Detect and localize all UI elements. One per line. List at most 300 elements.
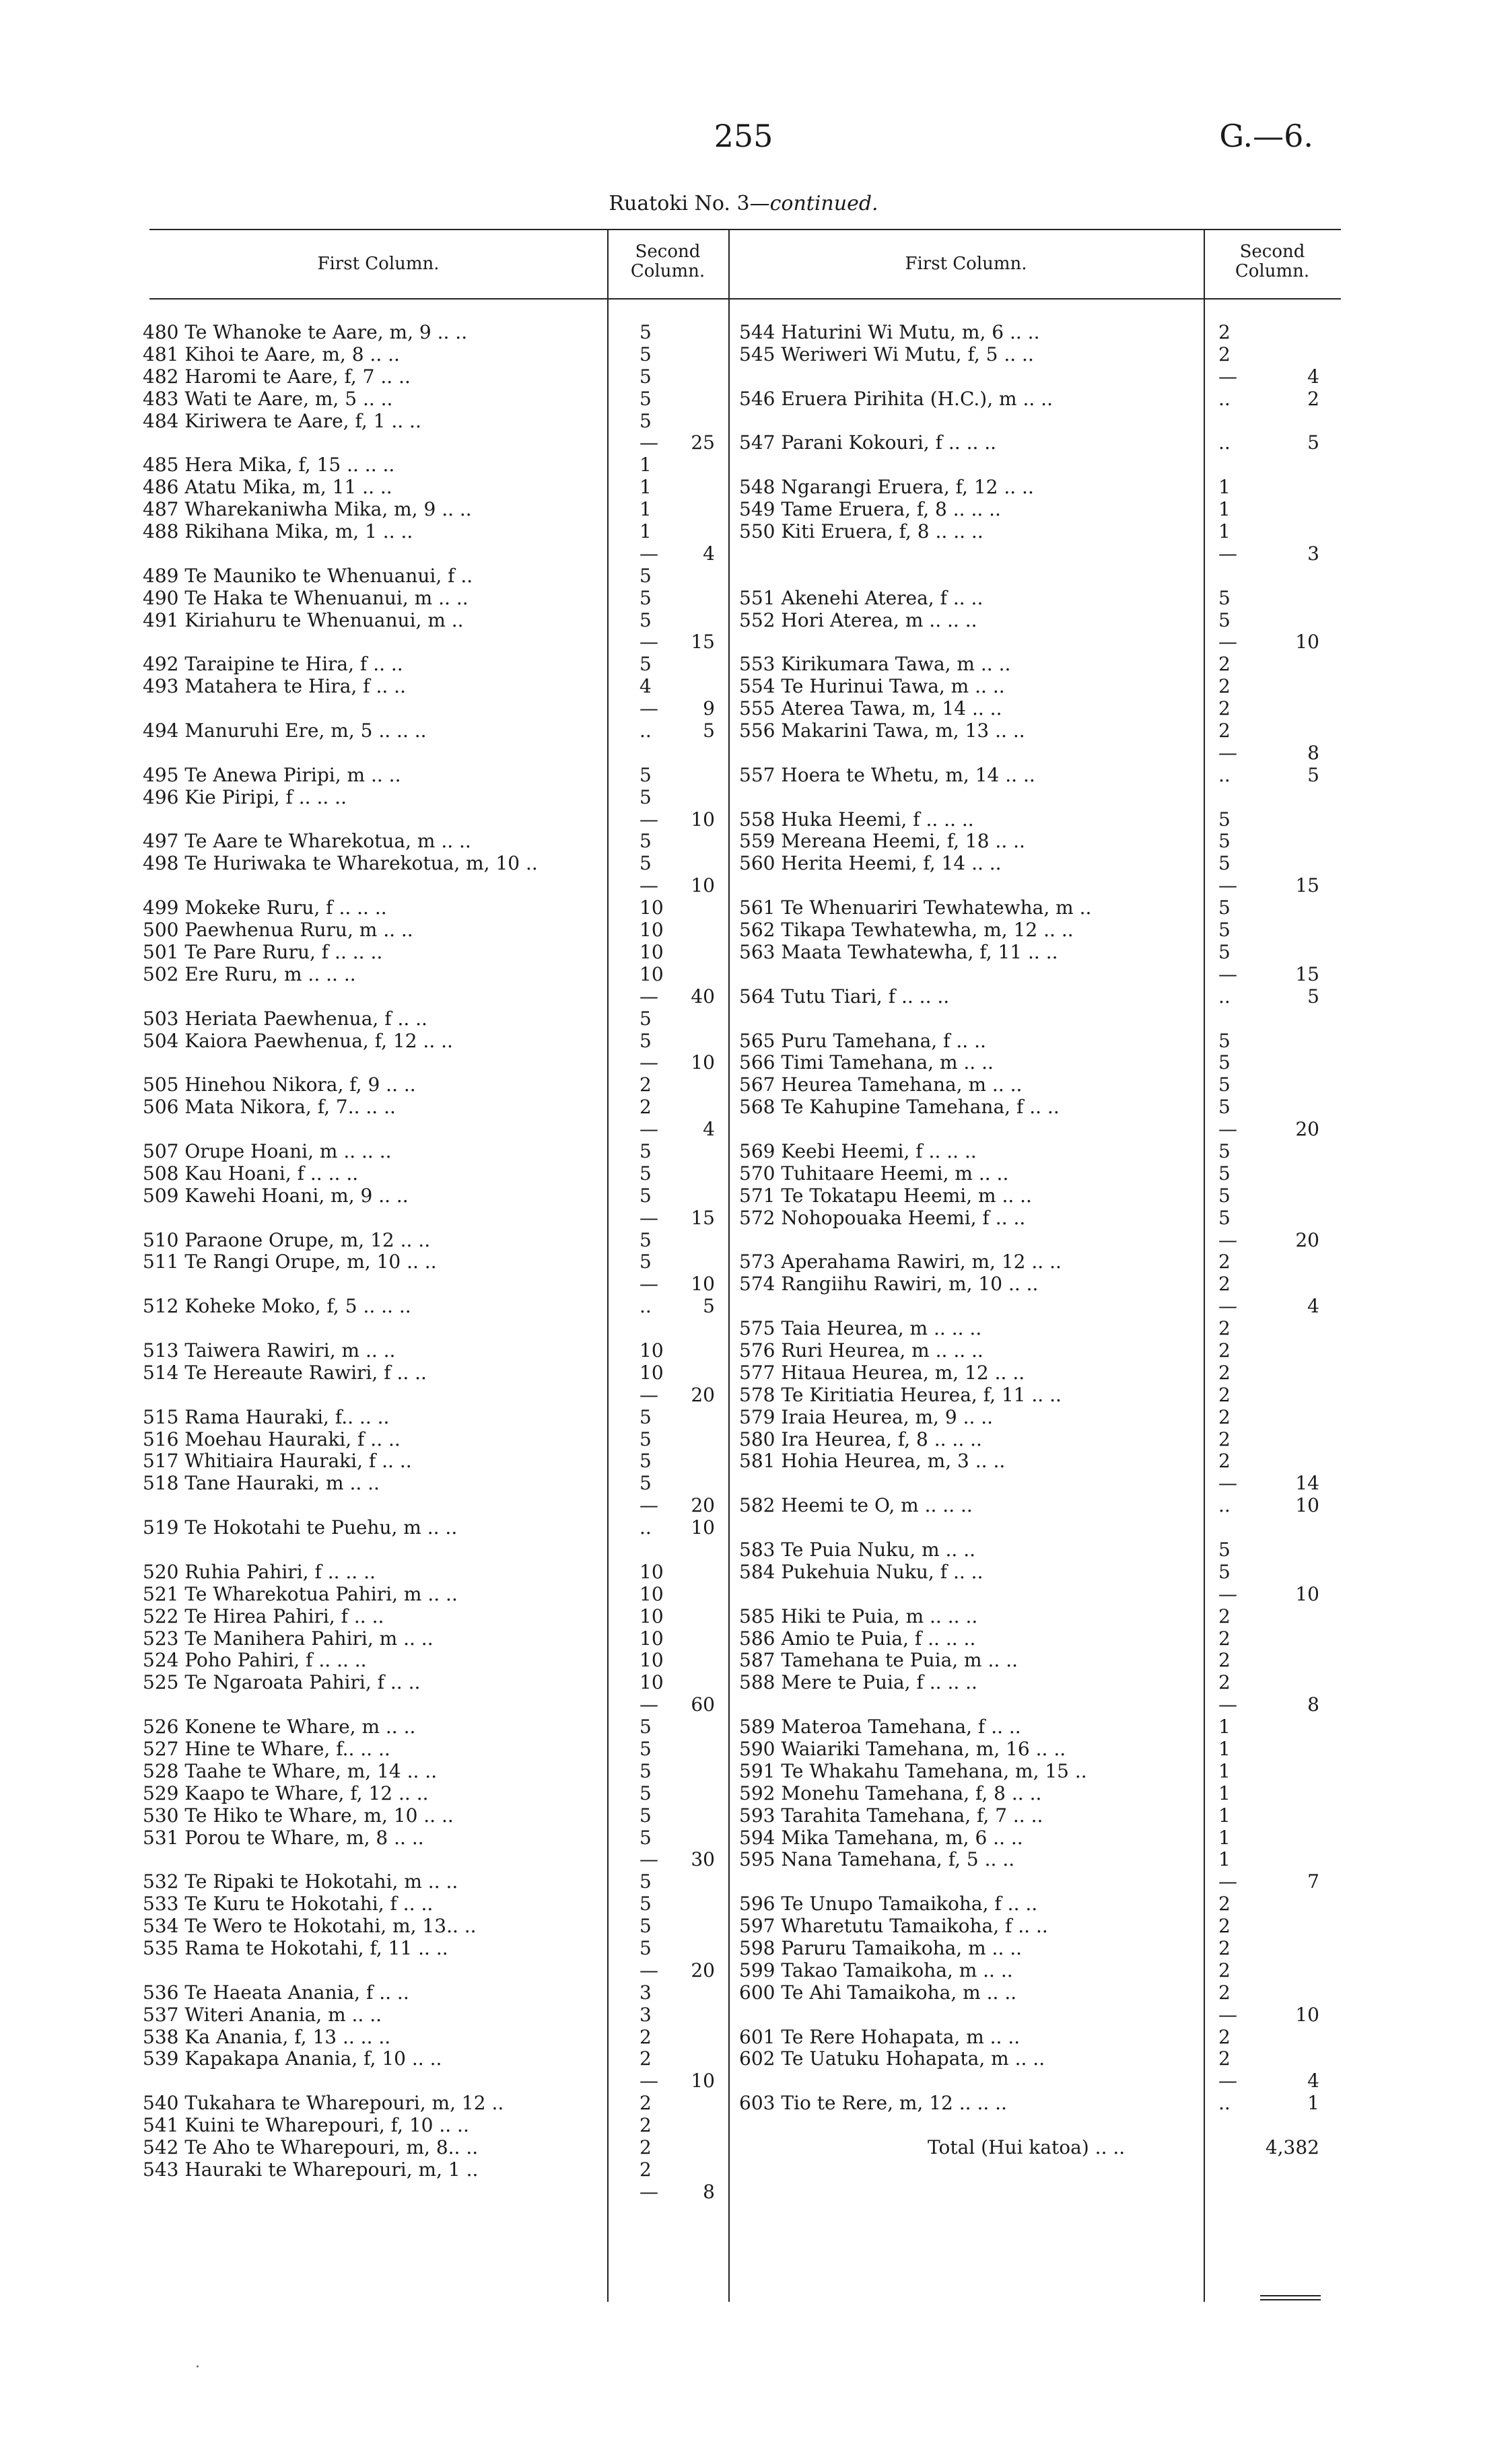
- entry-label: 552 Hori Aterea, m .. .. ..: [739, 609, 977, 631]
- share-value: —: [639, 631, 658, 654]
- total-double-rule-top: [1260, 2295, 1321, 2296]
- share-value: 1: [1218, 1759, 1231, 1782]
- table-row: [143, 411, 722, 433]
- share-value: 10: [639, 1339, 664, 1362]
- share-value: —: [639, 697, 658, 720]
- share-value: 2: [639, 2047, 652, 2070]
- subtotal-value: 10: [691, 874, 715, 897]
- table-row: [739, 1052, 1338, 1074]
- table-row: [143, 1052, 722, 1074]
- share-value: 5: [1218, 1029, 1231, 1052]
- table-row: [739, 964, 1338, 986]
- share-value: ..: [1218, 985, 1231, 1008]
- share-value: 1: [1218, 1826, 1231, 1849]
- share-value: —: [1218, 2003, 1237, 2026]
- share-value: —: [639, 2070, 658, 2092]
- table-row: [143, 2004, 722, 2027]
- entry-label: 512 Koheke Moko, f, 5 .. .. ..: [143, 1296, 411, 1318]
- table-row: [143, 565, 722, 588]
- share-value: 5: [1218, 1560, 1231, 1583]
- share-value: 2: [1218, 343, 1231, 365]
- share-value: 5: [639, 608, 652, 631]
- share-value: —: [1218, 542, 1237, 565]
- table-row: [143, 1429, 722, 1451]
- subtotal-value: 8: [1307, 1693, 1319, 1716]
- table-row: [143, 1207, 722, 1230]
- table-row: [143, 1096, 722, 1119]
- subtotal-value: 15: [1295, 874, 1319, 897]
- share-value: 1: [1218, 1782, 1231, 1804]
- table-row: [143, 1230, 722, 1252]
- table-row: [143, 742, 722, 765]
- table-row: [739, 1561, 1338, 1584]
- table-row: [739, 2027, 1338, 2049]
- subtotal-value: 5: [703, 1295, 715, 1318]
- entry-label: 496 Kie Piripi, f .. .. ..: [143, 786, 347, 808]
- share-value: ..: [1218, 387, 1231, 410]
- entry-label: 533 Te Kuru te Hokotahi, f .. ..: [143, 1893, 434, 1915]
- subtotal-value: 10: [691, 1273, 715, 1296]
- share-value: 10: [639, 1627, 664, 1650]
- table-row: [143, 2181, 722, 2204]
- entry-label: 505 Hinehou Nikora, f, 9 .. ..: [143, 1074, 416, 1096]
- table-row: [143, 499, 722, 521]
- share-value: 5: [639, 1251, 652, 1273]
- entry-label: 559 Mereana Heemi, f, 18 .. ..: [739, 831, 1025, 853]
- section-title: Ruatoki No. 3—: [609, 192, 770, 215]
- share-value: —: [639, 874, 658, 897]
- share-value: 10: [639, 1605, 664, 1627]
- table-row: [143, 366, 722, 388]
- share-value: 5: [1218, 1184, 1231, 1207]
- subtotal-value: 20: [691, 1383, 715, 1406]
- entry-label: 589 Materoa Tamehana, f .. ..: [739, 1716, 1021, 1738]
- entry-label: 571 Te Tokatapu Heemi, m .. ..: [739, 1185, 1032, 1207]
- table-row: [739, 875, 1338, 897]
- entry-label: 522 Te Hirea Pahiri, f .. ..: [143, 1605, 384, 1627]
- entry-label: 561 Te Whenuariri Tewhatewha, m ..: [739, 897, 1092, 919]
- table-row: [143, 853, 722, 875]
- entry-label: 586 Amio te Puia, f .. .. ..: [739, 1627, 976, 1650]
- share-value: 3: [639, 2003, 652, 2026]
- entry-label: 493 Matahera te Hira, f .. ..: [143, 676, 406, 698]
- share-value: 5: [639, 830, 652, 853]
- entry-label: 598 Paruru Tamaikoha, m .. ..: [739, 1938, 1023, 1960]
- table-row: [143, 432, 722, 454]
- table-row: [739, 1230, 1338, 1252]
- entry-label: 554 Te Hurinui Tawa, m .. ..: [739, 676, 1005, 698]
- entry-label: 549 Tame Eruera, f, 8 .. .. ..: [739, 499, 1001, 521]
- share-value: 2: [1218, 2047, 1231, 2070]
- entry-label: 500 Paewhenua Ruru, m .. ..: [143, 919, 413, 942]
- share-value: 5: [1218, 852, 1231, 875]
- share-value: 5: [1218, 896, 1231, 919]
- entry-label: 587 Tamehana te Puia, m .. ..: [739, 1650, 1018, 1672]
- table-row: [143, 1008, 722, 1030]
- share-value: 10: [639, 1361, 664, 1384]
- entry-label: 599 Takao Tamaikoha, m .. ..: [739, 1959, 1013, 1981]
- share-value: 1: [639, 520, 652, 543]
- entry-label: 597 Wharetutu Tamaikoha, f .. ..: [739, 1915, 1048, 1938]
- share-value: 5: [1218, 1206, 1231, 1229]
- subtotal-value: 10: [1295, 1494, 1319, 1517]
- table-row: [739, 1429, 1338, 1451]
- entry-label: 514 Te Hereaute Rawiri, f .. ..: [143, 1362, 427, 1384]
- table-row: [739, 1738, 1338, 1761]
- entry-label: 572 Nohopouaka Heemi, f .. ..: [739, 1207, 1026, 1229]
- share-value: 5: [639, 1937, 652, 1960]
- share-value: 10: [639, 1560, 664, 1583]
- share-value: 5: [639, 1804, 652, 1827]
- entry-label: 585 Hiki te Puia, m .. .. ..: [739, 1605, 978, 1627]
- table-row: [143, 942, 722, 964]
- table-row: [739, 1074, 1338, 1096]
- subtotal-value: 60: [691, 1693, 715, 1716]
- share-value: —: [1218, 1870, 1237, 1893]
- entry-label: 527 Hine te Whare, f.. .. ..: [143, 1738, 390, 1760]
- subtotal-value: 40: [691, 985, 715, 1008]
- share-value: 5: [1218, 808, 1231, 831]
- share-value: —: [639, 542, 658, 565]
- share-value: 5: [639, 1782, 652, 1804]
- table-row: [143, 1273, 722, 1296]
- table-row: [739, 610, 1338, 632]
- share-value: ..: [1218, 763, 1231, 786]
- table-row: [143, 1960, 722, 1982]
- share-value: 1: [1218, 520, 1231, 543]
- table-row: [143, 720, 722, 742]
- entry-label: 555 Aterea Tawa, m, 14 .. ..: [739, 698, 1002, 720]
- entry-label: 520 Ruhia Pahiri, f .. .. ..: [143, 1561, 376, 1583]
- subtotal-value: 10: [1295, 1582, 1319, 1605]
- table-row: [143, 610, 722, 632]
- share-value: 2: [1218, 719, 1231, 742]
- entry-label: 543 Hauraki te Wharepouri, m, 1 ..: [143, 2158, 479, 2181]
- share-value: —: [1218, 1472, 1237, 1495]
- table-row: [143, 543, 722, 565]
- share-value: 10: [639, 940, 664, 963]
- table-row: [739, 2004, 1338, 2027]
- share-value: ..: [1218, 2092, 1231, 2115]
- table-row: [143, 1893, 722, 1915]
- subtotal-value: 20: [1295, 1228, 1319, 1251]
- entry-label: 569 Keebi Heemi, f .. .. ..: [739, 1140, 977, 1162]
- table-row: [739, 1960, 1338, 1982]
- subtotal-value: 10: [691, 808, 715, 831]
- entry-label: 602 Te Uatuku Hohapata, m .. ..: [739, 2048, 1045, 2070]
- share-value: 2: [1218, 653, 1231, 676]
- share-value: 1: [639, 454, 652, 477]
- entry-label: 495 Te Anewa Piripi, m .. ..: [143, 764, 401, 786]
- table-row: [739, 322, 1338, 344]
- entry-label: 501 Te Pare Ruru, f .. .. ..: [143, 941, 383, 963]
- share-value: 2: [1218, 1649, 1231, 1672]
- entry-label: 526 Konene te Whare, m .. ..: [143, 1716, 416, 1738]
- table-row: [143, 676, 722, 698]
- entry-label: 578 Te Kiritiatia Heurea, f, 11 .. ..: [739, 1384, 1062, 1406]
- entry-label: 545 Weriweri Wi Mutu, f, 5 .. ..: [739, 343, 1034, 365]
- share-value: —: [639, 1494, 658, 1517]
- share-value: 1: [1218, 1738, 1231, 1760]
- table-row: [143, 2137, 722, 2159]
- table-row: [739, 1008, 1338, 1030]
- share-value: 5: [1218, 830, 1231, 853]
- entry-label: 542 Te Aho te Wharepouri, m, 8.. ..: [143, 2137, 479, 2159]
- table-row: [143, 1783, 722, 1805]
- share-value: 10: [639, 1582, 664, 1605]
- table-row: [739, 1407, 1338, 1429]
- table-row: [143, 1450, 722, 1473]
- share-value: —: [1218, 1118, 1237, 1141]
- left-second-column-header: Second Column.: [630, 242, 705, 281]
- entry-label: 525 Te Ngaroata Pahiri, f .. ..: [143, 1672, 421, 1694]
- entry-label: 590 Waiariki Tamehana, m, 16 .. ..: [739, 1738, 1066, 1760]
- share-value: —: [1218, 1295, 1237, 1318]
- table-row: [143, 875, 722, 897]
- entry-label: 577 Hitaua Heurea, m, 12 .. ..: [739, 1362, 1025, 1384]
- entry-label: 488 Rikihana Mika, m, 1 .. ..: [143, 521, 413, 543]
- subtotal-value: 15: [1295, 962, 1319, 985]
- entry-label: 558 Huka Heemi, f .. .. ..: [739, 808, 974, 831]
- entry-label: 482 Haromi te Aare, f, 7 .. ..: [143, 365, 411, 388]
- subtotal-value: 10: [691, 2070, 715, 2092]
- entry-label: 546 Eruera Pirihita (H.C.), m .. ..: [739, 388, 1053, 410]
- entry-label: 588 Mere te Puia, f .. .. ..: [739, 1672, 977, 1694]
- entry-label: 566 Timi Tamehana, m .. ..: [739, 1052, 994, 1074]
- share-value: —: [639, 431, 658, 454]
- table-row: [143, 2048, 722, 2070]
- table-header-rule: [149, 298, 1341, 300]
- share-value: 10: [639, 1671, 664, 1694]
- table-row: [739, 1783, 1338, 1805]
- share-value: 2: [1218, 1428, 1231, 1450]
- entry-label: 480 Te Whanoke te Aare, m, 9 .. ..: [143, 322, 468, 343]
- table-row: [143, 809, 722, 831]
- entry-label: 524 Poho Pahiri, f .. .. ..: [143, 1650, 367, 1672]
- entry-label: 550 Kiti Eruera, f, 8 .. .. ..: [739, 521, 983, 543]
- share-value: —: [1218, 874, 1237, 897]
- subtotal-value: 1: [1307, 2092, 1319, 2115]
- table-row: [739, 454, 1338, 477]
- share-value: 2: [1218, 1605, 1231, 1627]
- entry-label: 568 Te Kahupine Tamehana, f .. ..: [739, 1096, 1060, 1119]
- share-value: —: [1218, 631, 1237, 654]
- entry-label: 560 Herita Heemi, f, 14 .. ..: [739, 853, 1002, 875]
- table-row: [143, 1185, 722, 1207]
- share-value: —: [1218, 365, 1237, 388]
- table-row: [739, 2070, 1338, 2092]
- table-row: [739, 787, 1338, 809]
- subtotal-value: 10: [691, 1516, 715, 1539]
- share-value: 5: [1218, 919, 1231, 942]
- table-row: [739, 565, 1338, 588]
- table-row: [143, 631, 722, 654]
- table-row: [739, 1694, 1338, 1716]
- share-value: —: [639, 2180, 658, 2203]
- share-value: 5: [639, 321, 652, 343]
- entry-label: 600 Te Ahi Tamaikoha, m .. ..: [739, 1981, 1017, 2004]
- subtotal-value: 10: [691, 1051, 715, 1074]
- share-value: —: [639, 808, 658, 831]
- entry-label: 537 Witeri Anania, m .. ..: [143, 2004, 382, 2026]
- subtotal-value: 10: [1295, 2003, 1319, 2026]
- share-value: 2: [639, 1073, 652, 1096]
- table-row: [143, 1163, 722, 1185]
- table-row: [143, 2027, 722, 2049]
- table-row: [739, 1473, 1338, 1495]
- share-value: 2: [1218, 1915, 1231, 1938]
- table-row: [143, 1827, 722, 1850]
- share-value: ..: [639, 719, 652, 742]
- entry-label: 506 Mata Nikora, f, 7.. .. ..: [143, 1096, 396, 1119]
- table-row: [739, 2048, 1338, 2070]
- share-value: 10: [639, 1649, 664, 1672]
- share-value: 5: [1218, 1162, 1231, 1185]
- center-divider: [728, 229, 730, 2302]
- subtotal-value: 9: [703, 697, 715, 720]
- table-row: [739, 1384, 1338, 1407]
- entry-label: 584 Pukehuia Nuku, f .. ..: [739, 1561, 983, 1583]
- table-row: [143, 1738, 722, 1761]
- share-value: 3: [639, 1981, 652, 2004]
- share-value: 2: [639, 2114, 652, 2137]
- share-value: 2: [1218, 1317, 1231, 1340]
- stray-mark: ·: [195, 2359, 200, 2376]
- share-value: 2: [1218, 1959, 1231, 1981]
- entry-label: 523 Te Manihera Pahiri, m .. ..: [143, 1627, 434, 1650]
- table-row: [739, 1517, 1338, 1539]
- entry-label: 594 Mika Tamehana, m, 6 .. ..: [739, 1827, 1023, 1849]
- share-value: 5: [639, 564, 652, 587]
- table-row: [143, 1584, 722, 1606]
- table-row: [739, 654, 1338, 676]
- share-value: 5: [639, 1029, 652, 1052]
- share-value: 5: [639, 1738, 652, 1760]
- table-row: [739, 366, 1338, 388]
- share-value: 1: [1218, 1848, 1231, 1871]
- share-value: 5: [1218, 1073, 1231, 1096]
- share-value: 2: [1218, 1251, 1231, 1273]
- table-row: [739, 698, 1338, 720]
- entry-label: 502 Ere Ruru, m .. .. ..: [143, 963, 356, 985]
- subtotal-value: 4: [1307, 365, 1319, 388]
- table-row: [739, 521, 1338, 543]
- share-value: 10: [639, 919, 664, 942]
- table-row: [143, 654, 722, 676]
- share-value: 5: [639, 763, 652, 786]
- entry-label: 531 Porou te Whare, m, 8 .. ..: [143, 1827, 424, 1849]
- entry-label: 581 Hohia Heurea, m, 3 .. ..: [739, 1450, 1006, 1473]
- share-value: 5: [639, 409, 652, 432]
- entry-label: 483 Wati te Aare, m, 5 .. ..: [143, 388, 393, 410]
- entry-label: 565 Puru Tamehana, f .. ..: [739, 1030, 986, 1052]
- subtotal-value: 8: [1307, 741, 1319, 764]
- share-value: 5: [639, 1759, 652, 1782]
- table-row: [143, 1672, 722, 1694]
- share-value: 2: [1218, 1339, 1231, 1362]
- share-value: 2: [639, 2092, 652, 2115]
- subtotal-value: 7: [1307, 1870, 1319, 1893]
- share-value: 2: [639, 2025, 652, 2048]
- table-row: [739, 1938, 1338, 1960]
- table-row: [739, 1251, 1338, 1273]
- share-value: —: [1218, 741, 1237, 764]
- table-row: [739, 2115, 1338, 2137]
- entry-label: 508 Kau Hoani, f .. .. ..: [143, 1162, 359, 1185]
- entry-label: 603 Tio te Rere, m, 12 .. .. ..: [739, 2092, 1007, 2115]
- entry-label: 547 Parani Kokouri, f .. .. ..: [739, 432, 997, 454]
- table-row: [143, 765, 722, 787]
- share-value: 5: [639, 387, 652, 410]
- entry-label: 580 Ira Heurea, f, 8 .. .. ..: [739, 1428, 982, 1450]
- share-value: 5: [1218, 608, 1231, 631]
- share-value: 5: [1218, 1538, 1231, 1561]
- share-value: 2: [1218, 1893, 1231, 1915]
- right-first-column-header: First Column.: [905, 254, 1027, 274]
- entry-label: 485 Hera Mika, f, 15 .. .. ..: [143, 454, 395, 477]
- table-row: [143, 964, 722, 986]
- share-value: 5: [639, 1184, 652, 1207]
- table-row: [739, 2092, 1338, 2115]
- table-row: [739, 1628, 1338, 1650]
- share-value: 2: [1218, 1405, 1231, 1428]
- share-value: 2: [1218, 1627, 1231, 1650]
- share-value: 5: [639, 365, 652, 388]
- table-row: [143, 1539, 722, 1561]
- entry-label: 481 Kihoi te Aare, m, 8 .. ..: [143, 343, 400, 365]
- entry-label: 494 Manuruhi Ere, m, 5 .. .. ..: [143, 720, 427, 742]
- table-row: [143, 1805, 722, 1827]
- subtotal-value: 5: [1307, 985, 1319, 1008]
- table-row: [143, 588, 722, 610]
- subtotal-value: 5: [1307, 431, 1319, 454]
- entry-label: 519 Te Hokotahi te Puehu, m .. ..: [143, 1517, 458, 1539]
- share-value: 2: [1218, 697, 1231, 720]
- entry-label: 492 Taraipine te Hira, f .. ..: [143, 654, 403, 676]
- table-row: [739, 676, 1338, 698]
- table-row: [739, 1495, 1338, 1517]
- share-value: 5: [639, 1716, 652, 1738]
- table-row: [739, 1584, 1338, 1606]
- share-value: —: [1218, 962, 1237, 985]
- entry-label: 535 Rama te Hokotahi, f, 11 .. ..: [143, 1938, 448, 1960]
- right-column: [739, 322, 1338, 2159]
- share-value: 2: [1218, 2025, 1231, 2048]
- table-row: [143, 897, 722, 919]
- subtotal-value: 20: [691, 1494, 715, 1517]
- share-value: —: [1218, 1582, 1237, 1605]
- table-row: [739, 432, 1338, 454]
- table-row: [143, 344, 722, 366]
- table-row: [739, 1340, 1338, 1362]
- table-row: [143, 1915, 722, 1938]
- share-value: —: [639, 1206, 658, 1229]
- table-row: [739, 1915, 1338, 1938]
- table-row: [739, 1119, 1338, 1141]
- entry-label: 484 Kiriwera te Aare, f, 1 .. ..: [143, 410, 421, 432]
- entry-label: 530 Te Hiko te Whare, m, 10 .. ..: [143, 1804, 454, 1827]
- subtotal-value: 5: [703, 719, 715, 742]
- entry-label: 498 Te Huriwaka te Wharekotua, m, 10 ..: [143, 853, 538, 875]
- share-value: —: [639, 1118, 658, 1141]
- subtotal-value: 20: [691, 1959, 715, 1981]
- table-row: [739, 831, 1338, 853]
- table-row: [143, 1030, 722, 1053]
- table-row: [739, 1450, 1338, 1473]
- entry-label: 497 Te Aare te Wharekotua, m .. ..: [143, 831, 471, 853]
- section-continued: continued.: [769, 192, 878, 215]
- table-row: [739, 1185, 1338, 1207]
